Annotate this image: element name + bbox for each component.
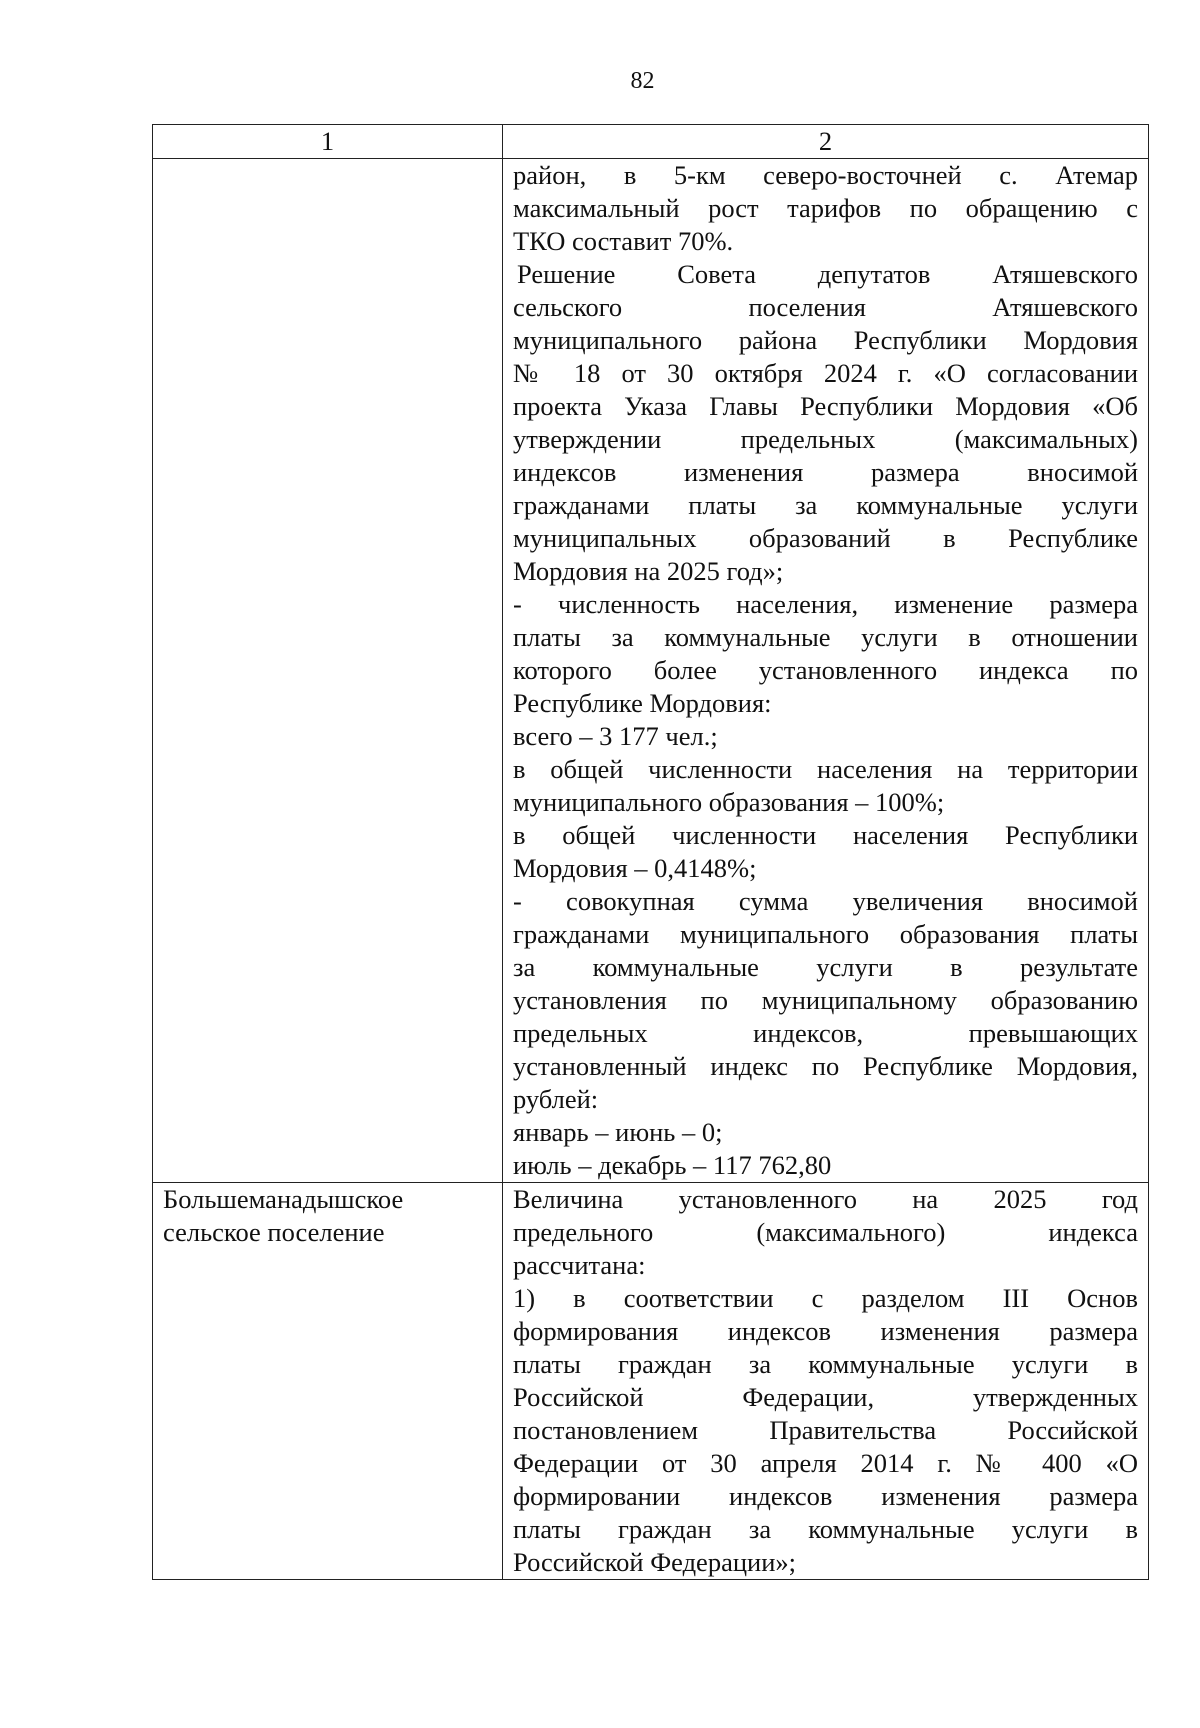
cell-text-line: Решение Совета депутатов Атяшевского: [517, 259, 1138, 289]
cell-text-line: муниципального образования – 100%;: [513, 787, 945, 817]
cell-text-line: платы граждан за коммунальные услуги в: [513, 1349, 1138, 1379]
row-cell-col1: [153, 159, 503, 1183]
cell-text-line: Мордовия – 0,4148%;: [513, 853, 757, 883]
cell-text-line: максимальный рост тарифов по обращению с: [513, 193, 1138, 223]
cell-text-line: № 18 от 30 октября 2024 г. «О согласовании: [513, 358, 1138, 388]
cell-text-line: индексов изменения размера вносимой: [513, 457, 1138, 487]
cell-text-line: - совокупная сумма увеличения вносимой: [513, 886, 1138, 916]
cell-text-line: платы за коммунальные услуги в отношении: [513, 622, 1138, 652]
cell-text-line: предельного (максимального) индекса: [513, 1217, 1138, 1247]
cell-text-line: утверждении предельных (максимальных): [513, 424, 1138, 454]
cell-text-line: Мордовия на 2025 год»;: [513, 556, 784, 586]
cell-text-line: Российской Федерации»;: [513, 1547, 796, 1577]
cell-text-line: в общей численности населения Республики: [513, 820, 1138, 850]
cell-text-line: предельных индексов, превышающих: [513, 1018, 1138, 1048]
cell-text-line: 1) в соответствии с разделом III Основ: [513, 1283, 1138, 1313]
cell-text-line: формирования индексов изменения размера: [513, 1316, 1138, 1346]
cell-text-line: рассчитана:: [513, 1250, 646, 1280]
row-cell-col2: [503, 1183, 1149, 1580]
cell-text-line: район, в 5-км северо-восточней с. Атемар: [513, 160, 1138, 190]
cell-text-line: гражданами платы за коммунальные услуги: [513, 490, 1138, 520]
cell-text-line: ТКО составит 70%.: [513, 226, 734, 256]
cell-text-line: установленный индекс по Республике Мордовия,: [513, 1051, 1138, 1081]
cell-text-line: всего – 3 177 чел.;: [513, 721, 718, 751]
row-cell-col2: [503, 159, 1149, 1183]
cell-text-line: Величина установленного на 2025 год: [513, 1184, 1138, 1214]
cell-text-line: установления по муниципальному образованию: [513, 985, 1138, 1015]
cell-text-line: постановлением Правительства Российской: [513, 1415, 1138, 1445]
cell-text-line: Республике Мордовия:: [513, 688, 772, 718]
cell-text-line: Большеманадышское: [163, 1184, 404, 1214]
header-cell-col2: 2: [503, 125, 1149, 159]
cell-text-line: январь – июнь – 0;: [513, 1117, 723, 1147]
cell-text-line: сельское поселение: [163, 1217, 385, 1247]
cell-text-line: июль – декабрь – 117 762,80: [513, 1150, 832, 1180]
table-header-row: [153, 125, 1149, 159]
table-row: [153, 1183, 1149, 1580]
cell-text-line: - численность населения, изменение размера: [513, 589, 1138, 619]
cell-text-line: муниципальных образований в Республике: [513, 523, 1138, 553]
cell-text-line: рублей:: [513, 1084, 599, 1114]
table-row: [153, 159, 1149, 1183]
cell-text-line: гражданами муниципального образования платы: [513, 919, 1138, 949]
page-number: 82: [630, 68, 655, 94]
cell-text-line: Федерации от 30 апреля 2014 г. № 400 «О: [513, 1448, 1138, 1478]
cell-text-line: Российской Федерации, утвержденных: [513, 1382, 1138, 1412]
row-cell-col1: [153, 1183, 503, 1580]
document-table: [152, 124, 1149, 1580]
cell-text-line: проекта Указа Главы Республики Мордовия «Об: [513, 391, 1138, 421]
cell-text-line: формировании индексов изменения размера: [513, 1481, 1138, 1511]
cell-text-line: платы граждан за коммунальные услуги в: [513, 1514, 1138, 1544]
cell-text-line: которого более установленного индекса по: [513, 655, 1138, 685]
header-cell-col1: 1: [153, 125, 503, 159]
cell-text-line: в общей численности населения на территории: [513, 754, 1138, 784]
cell-text-line: за коммунальные услуги в результате: [513, 952, 1138, 982]
cell-text-line: сельского поселения Атяшевского: [513, 292, 1138, 322]
cell-text-line: муниципального района Республики Мордовия: [513, 325, 1138, 355]
